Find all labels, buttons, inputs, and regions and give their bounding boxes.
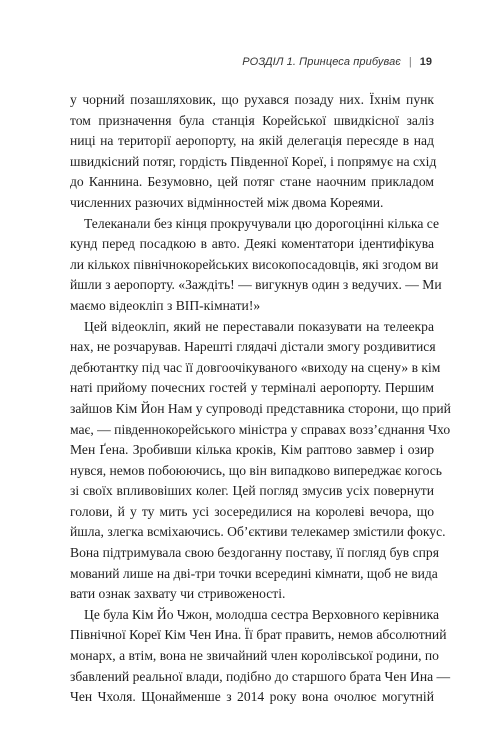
body-text [70, 90, 451, 708]
text-line: ли кількох північнокорейських високопосадовців, які згодом ви [70, 256, 439, 272]
text-line: збавлений реальної влади, подібно до старшого брата Чен Ина — [70, 668, 451, 684]
text-line: вати ознак захвату чи стривоженості. [70, 586, 286, 602]
page-number: 19 [419, 56, 432, 68]
text-line: нах, не розчарував. Нарешті глядачі дістали змогу роздивитися [70, 339, 436, 355]
text-line: Вона підтримувала свою бездоганну поставу, її погляд був спря [70, 545, 439, 561]
text-line: Телеканали без кінця прокручували цю дорогоцінні кілька се [84, 215, 439, 231]
text-line: Цей відеокліп, який не переставали показувати на телеекра [84, 318, 434, 334]
text-line: численних разючих відмінностей між двома Кореями. [70, 194, 384, 210]
text-line: маємо відеокліп з ВІП-кімнати!» [70, 297, 261, 313]
paragraph [70, 90, 437, 214]
running-header [242, 56, 432, 68]
text-line: нувся, немов побоюючись, що він випадково випереджає когось [70, 462, 442, 478]
chapter-title: РОЗДІЛ 1. Принцеса прибуває [242, 56, 401, 68]
text-line: монарх, а втім, вона не звичайний член королівської родини, по [70, 648, 439, 664]
text-line: кунд перед посадкою в авто. Деякі коментатори ідентифікува [70, 236, 434, 252]
text-line: ниці на території аеропорту, на якій делегація пересяде в над [70, 133, 434, 149]
text-line: зі своїх впливовіших колег. Цей погляд змусив усіх повернути [70, 483, 434, 499]
text-line: зайшов Кім Йон Нам у супроводі представника сторони, що прий [70, 400, 451, 416]
text-line: йшла, злегка всміхаючись. Об’єктиви телекамер змістили фокус. [70, 524, 446, 540]
text-line: швидкісний потяг, гордість Південної Кореї, і попрямує на схід [70, 153, 437, 169]
text-line: до Каннина. Безумовно, цей потяг стане наочним прикладом [70, 174, 434, 190]
text-line: йшли з аеропорту. «Заждіть! — вигукнув один з ведучих. — Ми [70, 277, 442, 293]
paragraph [70, 317, 451, 605]
text-line: Мен Ґена. Зробивши кілька кроків, Кім раптово завмер і озир [70, 442, 434, 458]
text-line: наті прийому почесних гостей у терміналі аеропорту. Першим [70, 380, 434, 396]
text-line: Це була Кім Йо Чжон, молодша сестра Верховного керівника [84, 606, 440, 622]
text-line: Чен Чхоля. Щонайменше з 2014 року вона очолює могутній [70, 689, 434, 705]
text-line: Північної Кореї Кім Чен Ина. Її брат править, немов абсолютний [70, 627, 447, 643]
text-line: том призначення була станція Корейської швидкісної заліз [70, 112, 434, 128]
paragraph [70, 214, 442, 317]
text-line: у чорний позашляховик, що рухався позаду них. Їхнім пунк [70, 92, 434, 107]
text-line: голови, й у ту мить усі зосередилися на королеві вечора, що [70, 503, 434, 519]
header-separator: | [408, 56, 412, 68]
text-line: мований лише на дві-три точки всередині кімнати, щоб не вида [70, 565, 438, 581]
text-line: дебютантку під час її довгоочікуваного «виходу на сцену» в кім [70, 359, 441, 375]
paragraph [70, 605, 451, 708]
text-line: має, — південнокорейського міністра у справах возз’єднання Чхо [70, 421, 451, 437]
